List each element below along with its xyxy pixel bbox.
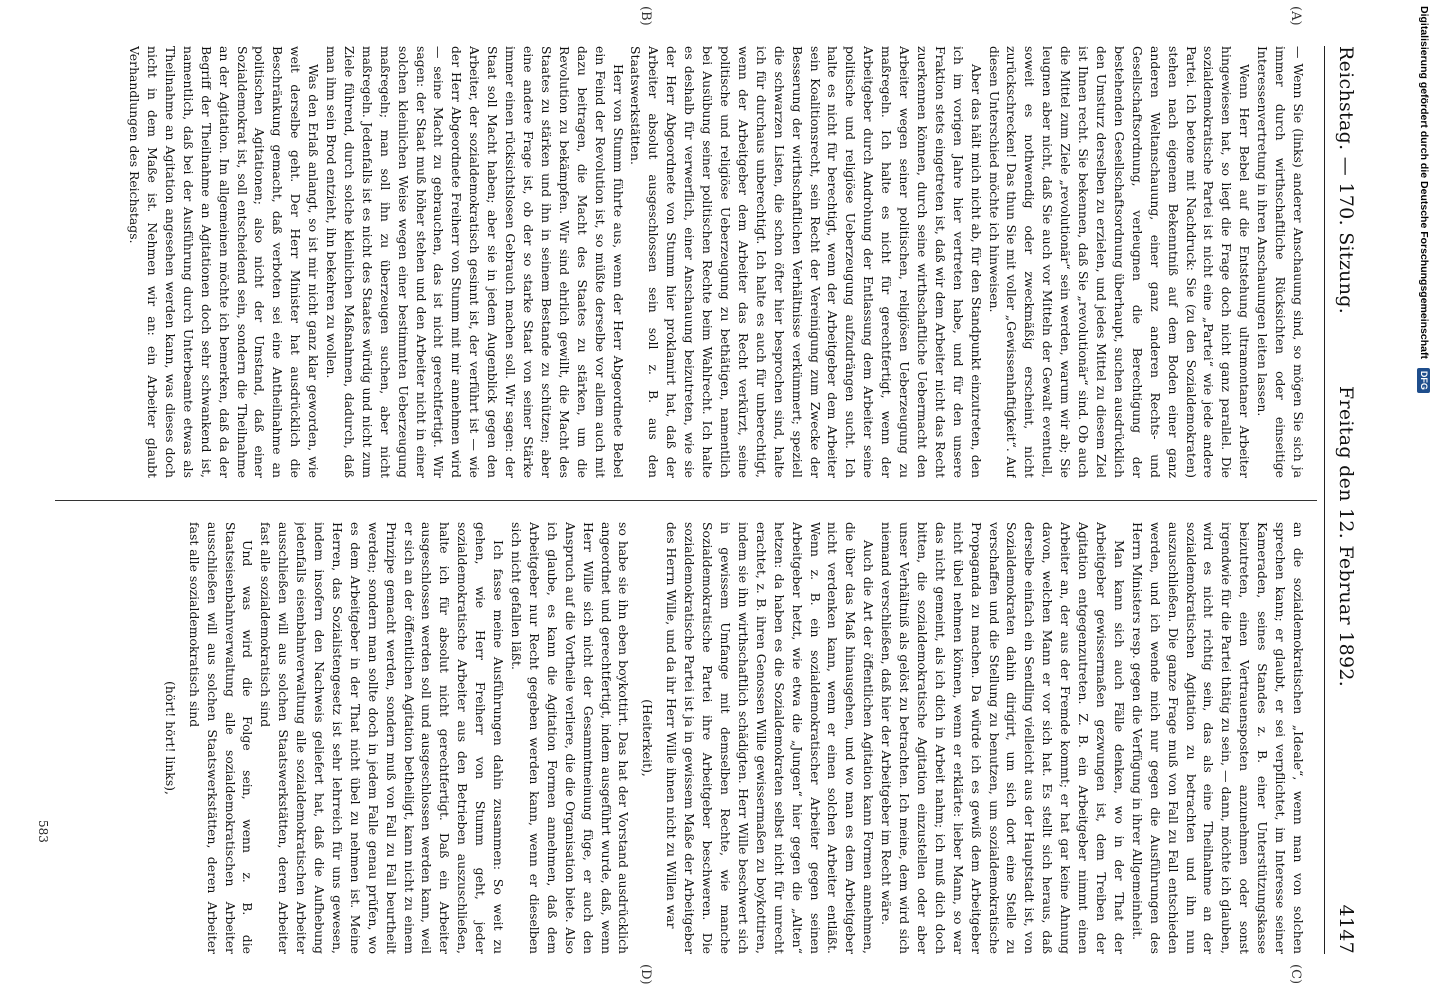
left-column <box>67 46 1307 478</box>
paragraph: an die sozialdemokratischen „Ideale“, wenn man von solchen sprechen kann; er glaubt, er sei verpflichtet, im Interesse seiner Kameraden, seines Standes z. B. einer Unterstützungskasse beizutreten, einen Vertrauensposten anzunehmen oder sonst irgendwie für die Partei thätig zu sein, — dann, möchte ich glauben, wird es nicht richtig sein, das als eine Theilnahme an der sozialdemokratischen Agitation zu betrachten und ihn nun auszuschließen. Die ganze Frage muß von Fall zu Fall entschieden werden, und ich wende mich nur gegen die Ausführungen des Herrn Ministers resp. gegen die Verfügung in ihrer Allgemeinheit. <box>1129 522 1306 954</box>
dfg-notice-text: Digitalisierung gefördert durch die Deutsche Forschungsgemeinschaft <box>1418 6 1430 359</box>
margin-letter-b: (B) <box>638 6 653 26</box>
paragraph: so habe sie ihn eben boykottirt. Das hat der Vorstand ausdrücklich angeordnet und gerechtfertigt, indem ausgeführt wurde, daß, wenn Herr Wille sich nicht der Gesammtmeinung füge, er auch den Anspruch auf die Vortheile verliere, die die Organisation biete. Also ich glaube, es kann die Agitation Formen annehmen, daß dem Arbeitgeber nur Recht gegeben werden kann, wenn er dieselben sich nicht gefallen läßt. <box>509 522 632 954</box>
dfg-notice <box>1415 0 1432 1000</box>
paragraph: Auch die Art der öffentlichen Agitation kann Formen annehmen, die über das Maß hinausgehen, und wo man es dem Arbeitgeber nicht verdenken kann, wenn er einen solchen Arbeiter entläßt. Wenn z. B. ein sozialdemokratischer Arbeiter gegen seinen Arbeitgeber hetzt, wie etwa die „Jungen“ hier gegen die „Alten“ hetzen: da haben es die Sozialdemokraten selbst nicht für unrecht erachtet, z. B. ihren Genossen Wille gewissermaßen zu boykottiren, indem sie ihn wirthschaftlich schädigten. Herr Wille beschwert sich in gewissem Umfange mit demselben Rechte, wie manche Sozialdemokratische Partei ihre Arbeitgeber beschweren. Die sozialdemokratische Partei ist ja in gewissem Maße der Arbeitgeber des Herrn Wille, und da ihr Herr Wille ihnen nicht zu Willen war <box>664 522 877 954</box>
paragraph: Herr von Stumm führte aus, wenn der Herr Abgeordnete Bebel ein Feind der Revolution ist, so müßte derselbe vor allem auch mit dazu beitragen, die Macht des Staates zu stärken, um die Revolution zu bekämpfen. Wir sind ehrlich gewillt, die Macht des Staates zu stärken und ihn in seinem Bestande zu schützen; aber eine andere Frage ist, ob der so starke Staat von seiner Stärke immer einen rücksichtslosen Gebrauch machen soll. Wir sagen: der Staat soll Macht haben; aber sie in jedem Augenblick gegen den Arbeiter, der sozialdemokratisch gesinnt ist, der verführt ist — wie der Herr Abgeordnete Freiherr von Stumm mit mir annehmen wird — seine Macht zu gebrauchen, das ist nicht gerechtfertigt. Wir sagen: der Staat muß höher stehen und den Arbeiter nicht in einer solchen kleinlichen Weise wegen einer bestimmten Ueberzeugung maßregeln; man soll ihn zu überzeugen suchen, aber nicht maßregeln. Jedenfalls ist es nicht des Staates würdig und nicht zum Ziele führend, durch solche kleinlichen Maßnahmen, dadurch, daß man ihm sein Brod entzieht, ihn bekehren zu wollen. <box>324 46 626 478</box>
header-date: Freitag den 12. Februar 1892. <box>1335 386 1357 688</box>
column-divider <box>55 500 1317 501</box>
dfg-logo: DFG <box>1417 368 1430 393</box>
paragraph: Wenn Herr Bebel auf die Entstehung ultramontaner Arbeiter hingewiesen hat, so liegt die Frage doch nicht ganz parallel. Die sozialdemokratische Partei ist nicht eine „Partei“ wie jede andere Partei. Ich betone mit Nachdruck: Sie (zu den Sozialdemokraten) stehen nach eigenem Bekenntniß auf dem Boden einer ganz anderen Weltanschauung, einer ganz anderen Rechts- und Gesellschaftsordnung, verleugnen die Berechtigung der bestehenden Gesellschaftsordnung überhaupt, suchen ausdrücklich den Umsturz derselben zu erzielen, und jedes Mittel zu diesem Ziel ist Ihnen recht. Sie bekennen, daß Sie „revolutionär“ sind. Ob auch die Mittel zum Ziele „revolutionär“ sein werden, warum wir ab; Sie leugnen aber nicht, daß Sie auch vor Mitteln der Gewalt eventuell, soweit es nothwendig oder zweckmäßig erscheint, nicht zurückschrecken! Das thun Sie mit voller „Gewissenhaftigkeit“. Auf diesen Unterschied möchte ich hinweisen. <box>986 46 1253 478</box>
paragraph: Was den Erlaß anlangt, so ist mir nicht ganz klar geworden, wie weit derselbe geht. Der Herr Minister hat ausdrücklich die Beschränkung gemacht, daß verboten sei eine Antheilnahme an politischen Agitationen; also nicht der Umstand, daß einer Sozialdemokrat ist, soll entscheidend sein, sondern die Theilnahme an der Agitation. Im allgemeinen möchte ich bemerken, daß da der Begriff der Theilnahme an Agitationen doch sehr schwankend ist, namentlich, daß bei der Ausführung durch Unterbeamte etwas als Theilnahme an Agitation angesehen werden kann, was dieses doch nicht in dem Maße ist. Nehmen wir an: ein Arbeiter glaubt Verhandlungen des Reichstags. <box>127 46 322 478</box>
signature-mark: 583 <box>36 820 50 843</box>
interjection: (Heiterkeit), <box>640 699 656 777</box>
paragraph: Aber das hält mich nicht ab, für den Standpunkt einzutreten, den ich im vorigen Jahre hier vertreten habe, und für den unsere Fraktion stets eingetreten ist, daß wir dem Arbeiter nicht das Recht zuerkennen können, durch seine wirthschaftliche Uebermacht den Arbeiter wegen seiner politischen, religiösen Ueberzeugung zu maßregeln. Ich halte es nicht für gerechtfertigt, wenn der Arbeitgeber durch Androhung der Entlassung dem Arbeiter seine politische und religiöse Ueberzeugung aufzudrängen sucht. Ich halte es nicht für berechtigt, wenn der Arbeitgeber dem Arbeiter sein Koalitionsrecht, sein Recht der Vereinigung zum Zwecke der Besserung der wirthschaftlichen Verhältnisse verkümmert; speziell die schwarzen Listen, die schon öfter hier besprochen sind, halte ich für durchaus unberechtigt. Ich halte es auch für unberechtigt, wenn der Arbeitgeber dem Arbeiter das Recht verkürzt, seine politische und religiöse Ueberzeugung zu bethätigen, namentlich bei Ausübung seiner politischen Rechte beim Wahlrecht. Ich halte es deshalb für verwerflich, einer Anschauung beizutreten, wie sie der Herr Abgeordnete von Stumm hier proklamirt hat, daß der Arbeiter absolut ausgeschlossen sein soll z. B. aus den Staatswerkstätten. <box>628 46 984 478</box>
dfg-funding-strip <box>1415 0 1432 1000</box>
margin-letter-d: (D) <box>638 964 653 985</box>
page-number: 4147 <box>1335 904 1357 954</box>
paragraph: Ich fasse meine Ausführungen dahin zusammen: So weit zu gehen, wie Herr Freiherr von Stumm geht, jeder sozialdemokratische Arbeiter aus den Betrieben auszuschließen, halte ich für absolut nicht gerechtfertigt. Daß ein Arbeiter ausgeschlossen werden soll und ausgeschlossen werden kann, weil er sich an der öffentlichen Agitation betheiligt, kann nicht zu einem Prinzipe gemacht werden, sondern muß von Fall zu Fall beurtheilt werden; sondern man sollte doch in jedem Falle genau prüfen, wo es dem Arbeitgeber in der That nicht übel zu nehmen ist. Meine Herren, das Sozialistengesetz ist sehr lehrreich für uns gewesen, indem insofern den Nachweis geliefert hat, daß die Aufhebung jedenfalls eisenbahnverwaltung alle sozialdemokratischen Arbeiter ausschließen will aus solchen Staatswerkstätten, deren Arbeiter fast alle sozialdemokratisch sind <box>258 522 507 954</box>
interjection: (hört! hört! links), <box>162 681 178 795</box>
paragraph: — Wenn Sie (links) anderer Anschauung sind, so mögen Sie sich ja immer durch wirthschaftliche Rücksichten oder einseitige Interessenvertretung in ihren Anschauungen leiten lassen. <box>1255 46 1306 478</box>
margin-letter-a: (A) <box>1288 6 1303 26</box>
right-column <box>67 522 1307 954</box>
header-left: Reichstag. — 170. Sitzung. <box>1335 46 1357 315</box>
scanned-page <box>10 0 1395 1000</box>
page-header <box>1324 46 1365 954</box>
margin-letter-c: (C) <box>1288 964 1303 985</box>
paragraph: Und was wird die Folge sein, wenn z. B. die Staatseisenbahnverwaltung alle sozialdemokratischen Arbeiter ausschließen will aus solchen Staatswerkstätten, deren Arbeiter fast alle sozialdemokratisch sind <box>186 522 256 954</box>
paragraph: Man kann sich auch Fälle denken, wo in der That der Arbeitgeber gewissermaßen gezwungen ist, dem Treiben der Agitation entgegenzutreten. Z. B. ein Arbeitgeber nimmt einen Arbeiter an, der aus der Fremde kommt; er hat gar keine Ahnung davon, welchen Mann er vor sich hat. Es stellt sich heraus, daß derselbe einfach ein Sendling vielleicht aus der Hauptstadt ist, von Sozialdemokraten dahin dirigirt, um sich dort eine Stelle zu verschaffen und die Stellung zu benutzen, um sozialdemokratische Propaganda zu machen. Da würde ich es gewiß dem Arbeitgeber nicht übel nehmen können, wenn er erklärte: lieber Mann, so war das nicht gemeint, als ich dich in Arbeit nahm; ich muß dich doch bitten, die sozialdemokratische Agitation einzustellen oder aber unser Verhältniß als gelöst zu betrachten. Ich meine, dem wird sich niemand verschließen, daß hier der Arbeitgeber im Recht wäre. <box>879 522 1127 954</box>
